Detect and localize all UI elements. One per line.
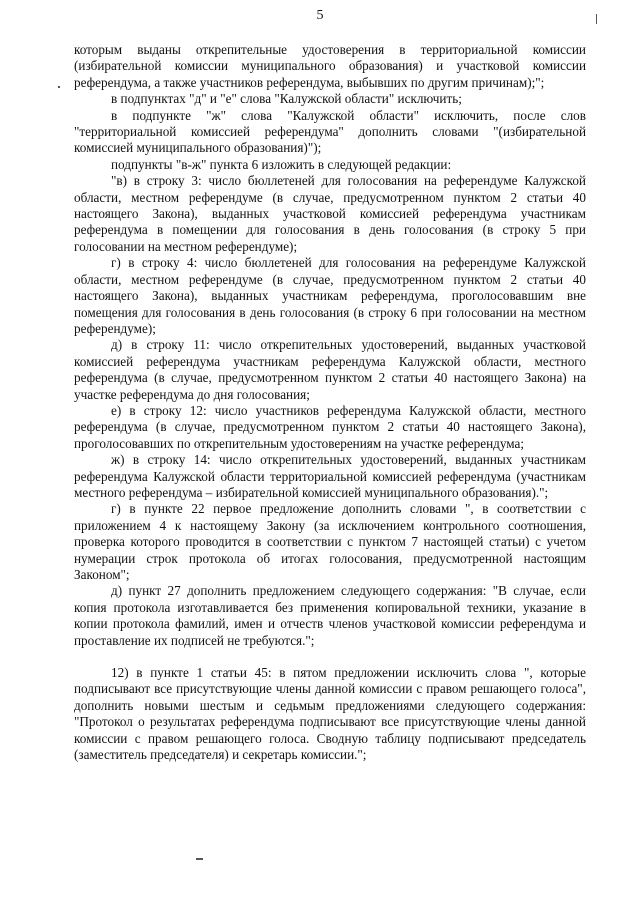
scan-mark	[58, 86, 60, 88]
paragraph: г) в строку 4: число бюллетеней для голосования на референдуме Калужской области, местном референдуме (в случае, предусмотренном пунктом 2 статьи 40 настоящего Закона), выданных участникам референдума, проголосовавшим вне помещения для голосования в день голосования (в строку 6 при голосовании на местном референдуме);	[74, 255, 586, 336]
paragraph: в подпунктах "д" и "е" слова "Калужской области" исключить;	[111, 91, 462, 107]
paragraph: д) в строку 11: число открепительных удостоверений, выданных участковой комиссией референдума участникам референдума Калужской области, местного референдума (в случае, предусмотренном пунктом 2 статьи 40 настоящего Закона) на участке референдума до дня голосования;	[74, 337, 586, 402]
paragraph: е) в строку 12: число участников референдума Калужской области, местного референдума (в случае, предусмотренном пунктом 2 статьи 40 настоящего Закона), проголосовавших по открепительным удостоверениям на участке референдума;	[74, 402, 586, 451]
paragraph: д) пункт 27 дополнить предложением следующего содержания: "В случае, если копия протокола изготавливается без применения копировальной техники, указание в копии протокола фамилий, имен и отчеств членов участковой комиссии референдума и проставление их подписей не требуются.";	[74, 583, 586, 648]
paragraph: в подпункте "ж" слова "Калужской области" исключить, после слов "территориальной комиссией референдума" дополнить словами "(избирательной комиссией муниципального образования)");	[74, 107, 586, 156]
paragraph: г) в пункте 22 первое предложение дополнить словами ", в соответствии с приложением 4 к настоящему Закону (за исключением контрольного соотношения, проверка которого проводится в соответствии с пунктом 7 настоящей статьи) с учетом нумерации строк протокола об итогах голосования, предусмотренной настоящим Законом";	[74, 501, 586, 582]
scan-mark	[596, 14, 597, 24]
page-number: 5	[316, 8, 324, 23]
paragraph-gap	[74, 649, 586, 665]
document-body	[74, 42, 586, 763]
paragraph: подпункты "в-ж" пункта 6 изложить в следующей редакции:	[111, 156, 452, 172]
paragraph: ж) в строку 14: число открепительных удостоверений, выданных участникам референдума Калужской области территориальной комиссией референдума (участникам местного референдума – избирательной комиссией муниципального образования).";	[74, 452, 586, 500]
paragraph: 12) в пункте 1 статьи 45: в пятом предложении исключить слова ", которые подписывают все присутствующие члены данной комиссии с правом решающего голоса", дополнить новыми шестым и седьмым предложениями следующего содержания: "Протокол о результатах референдума подписывают все присутствующие члены данной комиссии с правом решающего голоса. Сводную таблицу подписывают председатель (заместитель председателя) и секретарь комиссии.";	[74, 665, 586, 763]
scan-mark	[196, 858, 203, 860]
paragraph-continuation: которым выданы открепительные удостоверения в территориальной комиссии (избирательной комиссии муниципального образования) и участковой комиссии референдума, а также участников референдума, выбывших по другим причинам);";	[74, 42, 586, 90]
paragraph: "в) в строку 3: число бюллетеней для голосования на референдуме Калужской области, местном референдуме (в случае, предусмотренном пунктом 2 статьи 40 настоящего Закона), выданных участковой комиссией референдума участникам референдума в помещении для голосования в день голосования (в строку 5 при голосовании на местном референдуме);	[74, 173, 586, 254]
